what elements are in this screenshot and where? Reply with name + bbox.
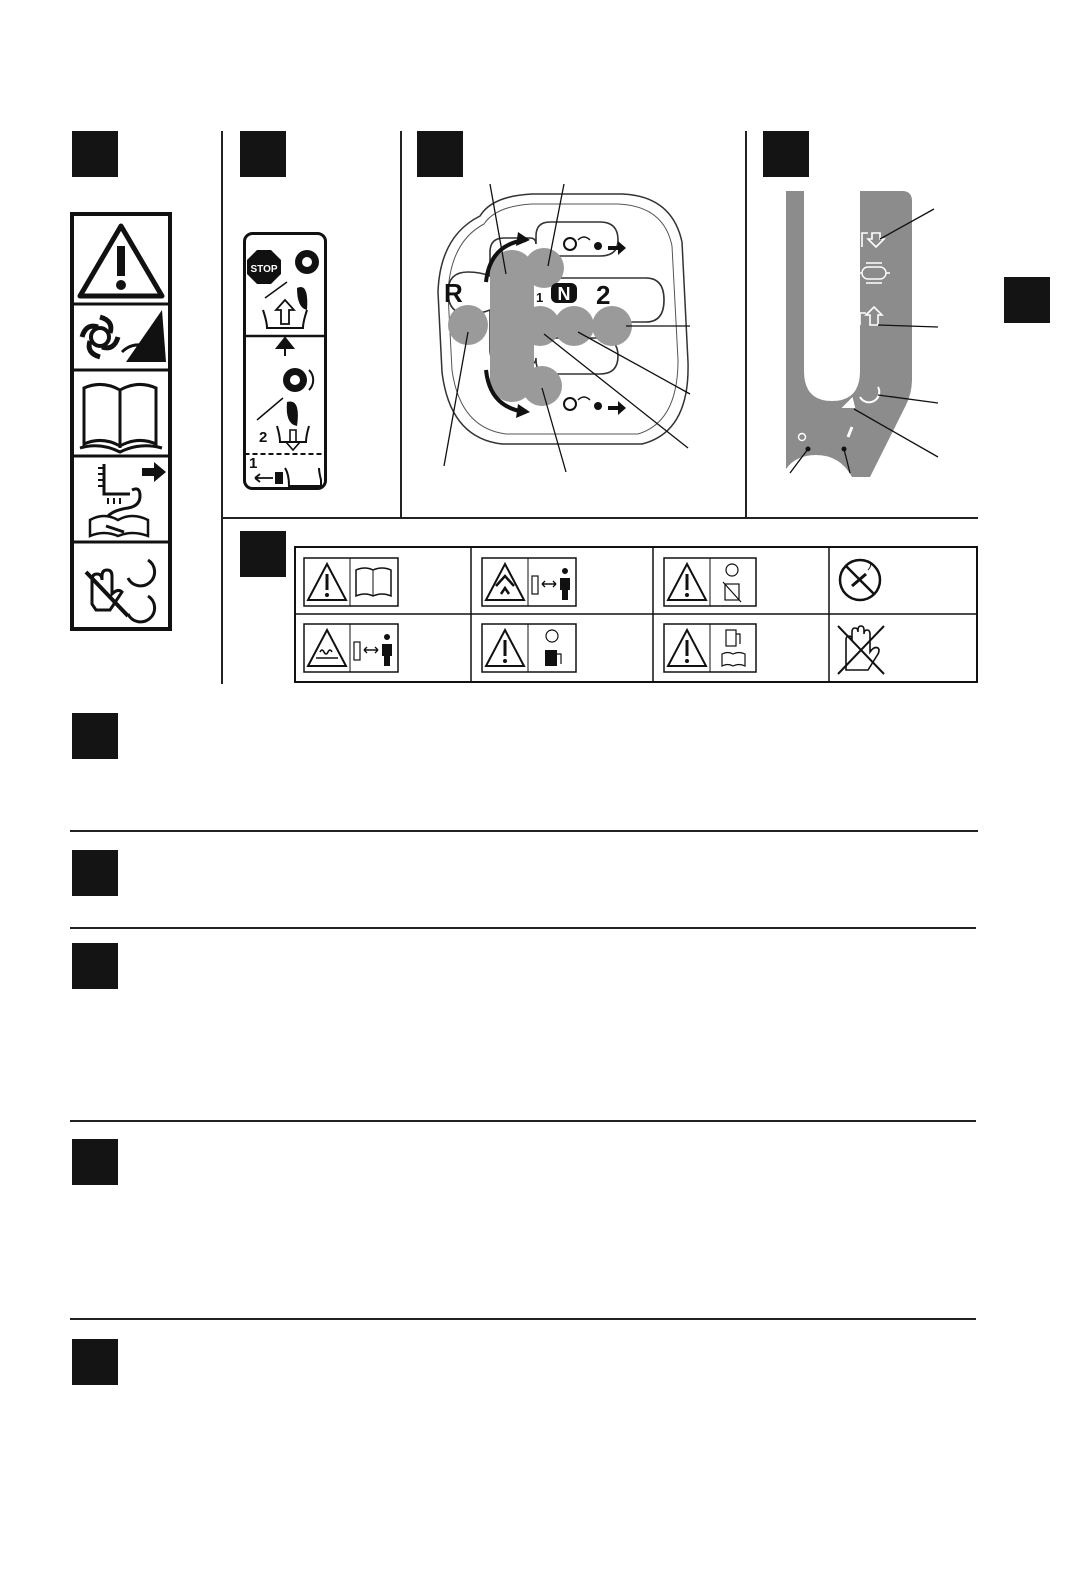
reverse-label: R	[444, 278, 463, 308]
gate-blade-off-position	[522, 366, 562, 406]
svg-text:STOP: STOP	[250, 264, 278, 275]
section-divider-3	[70, 1120, 976, 1122]
figure-marker-d	[763, 131, 809, 177]
safety-label-strip	[70, 212, 172, 631]
stop-sign-icon	[247, 250, 281, 284]
figure-marker-a	[72, 131, 118, 177]
section-divider-1	[70, 830, 978, 832]
shift-gate-diagram	[432, 182, 702, 472]
figure-marker-c	[417, 131, 463, 177]
section-marker-5	[72, 1339, 118, 1385]
gate-neutral-position	[554, 306, 594, 346]
pictogram-table	[294, 546, 978, 684]
cutting-height-panel	[782, 187, 942, 477]
section-marker-1	[72, 713, 118, 759]
figure-marker-e	[240, 531, 286, 577]
gate-blade-on-position	[524, 248, 564, 288]
divider-v1	[221, 131, 223, 684]
section-marker-4	[72, 1139, 118, 1185]
step-2-label: 2	[259, 429, 268, 446]
divider-v3	[745, 131, 747, 519]
figure-marker-b	[240, 131, 286, 177]
step-1-label: 1	[249, 455, 258, 472]
divider-h-figure	[221, 517, 978, 519]
section-divider-4	[70, 1318, 976, 1320]
gate-reverse-position	[448, 305, 488, 345]
neutral-label: N	[557, 284, 571, 304]
second-gear-label: 2	[596, 280, 611, 310]
section-divider-2	[70, 927, 976, 929]
section-marker-3	[72, 943, 118, 989]
first-gear-label: 1	[536, 290, 544, 305]
blade-engage-label	[243, 232, 327, 490]
divider-v2	[400, 131, 402, 519]
side-tab-marker	[1004, 277, 1050, 323]
section-marker-2	[72, 850, 118, 896]
